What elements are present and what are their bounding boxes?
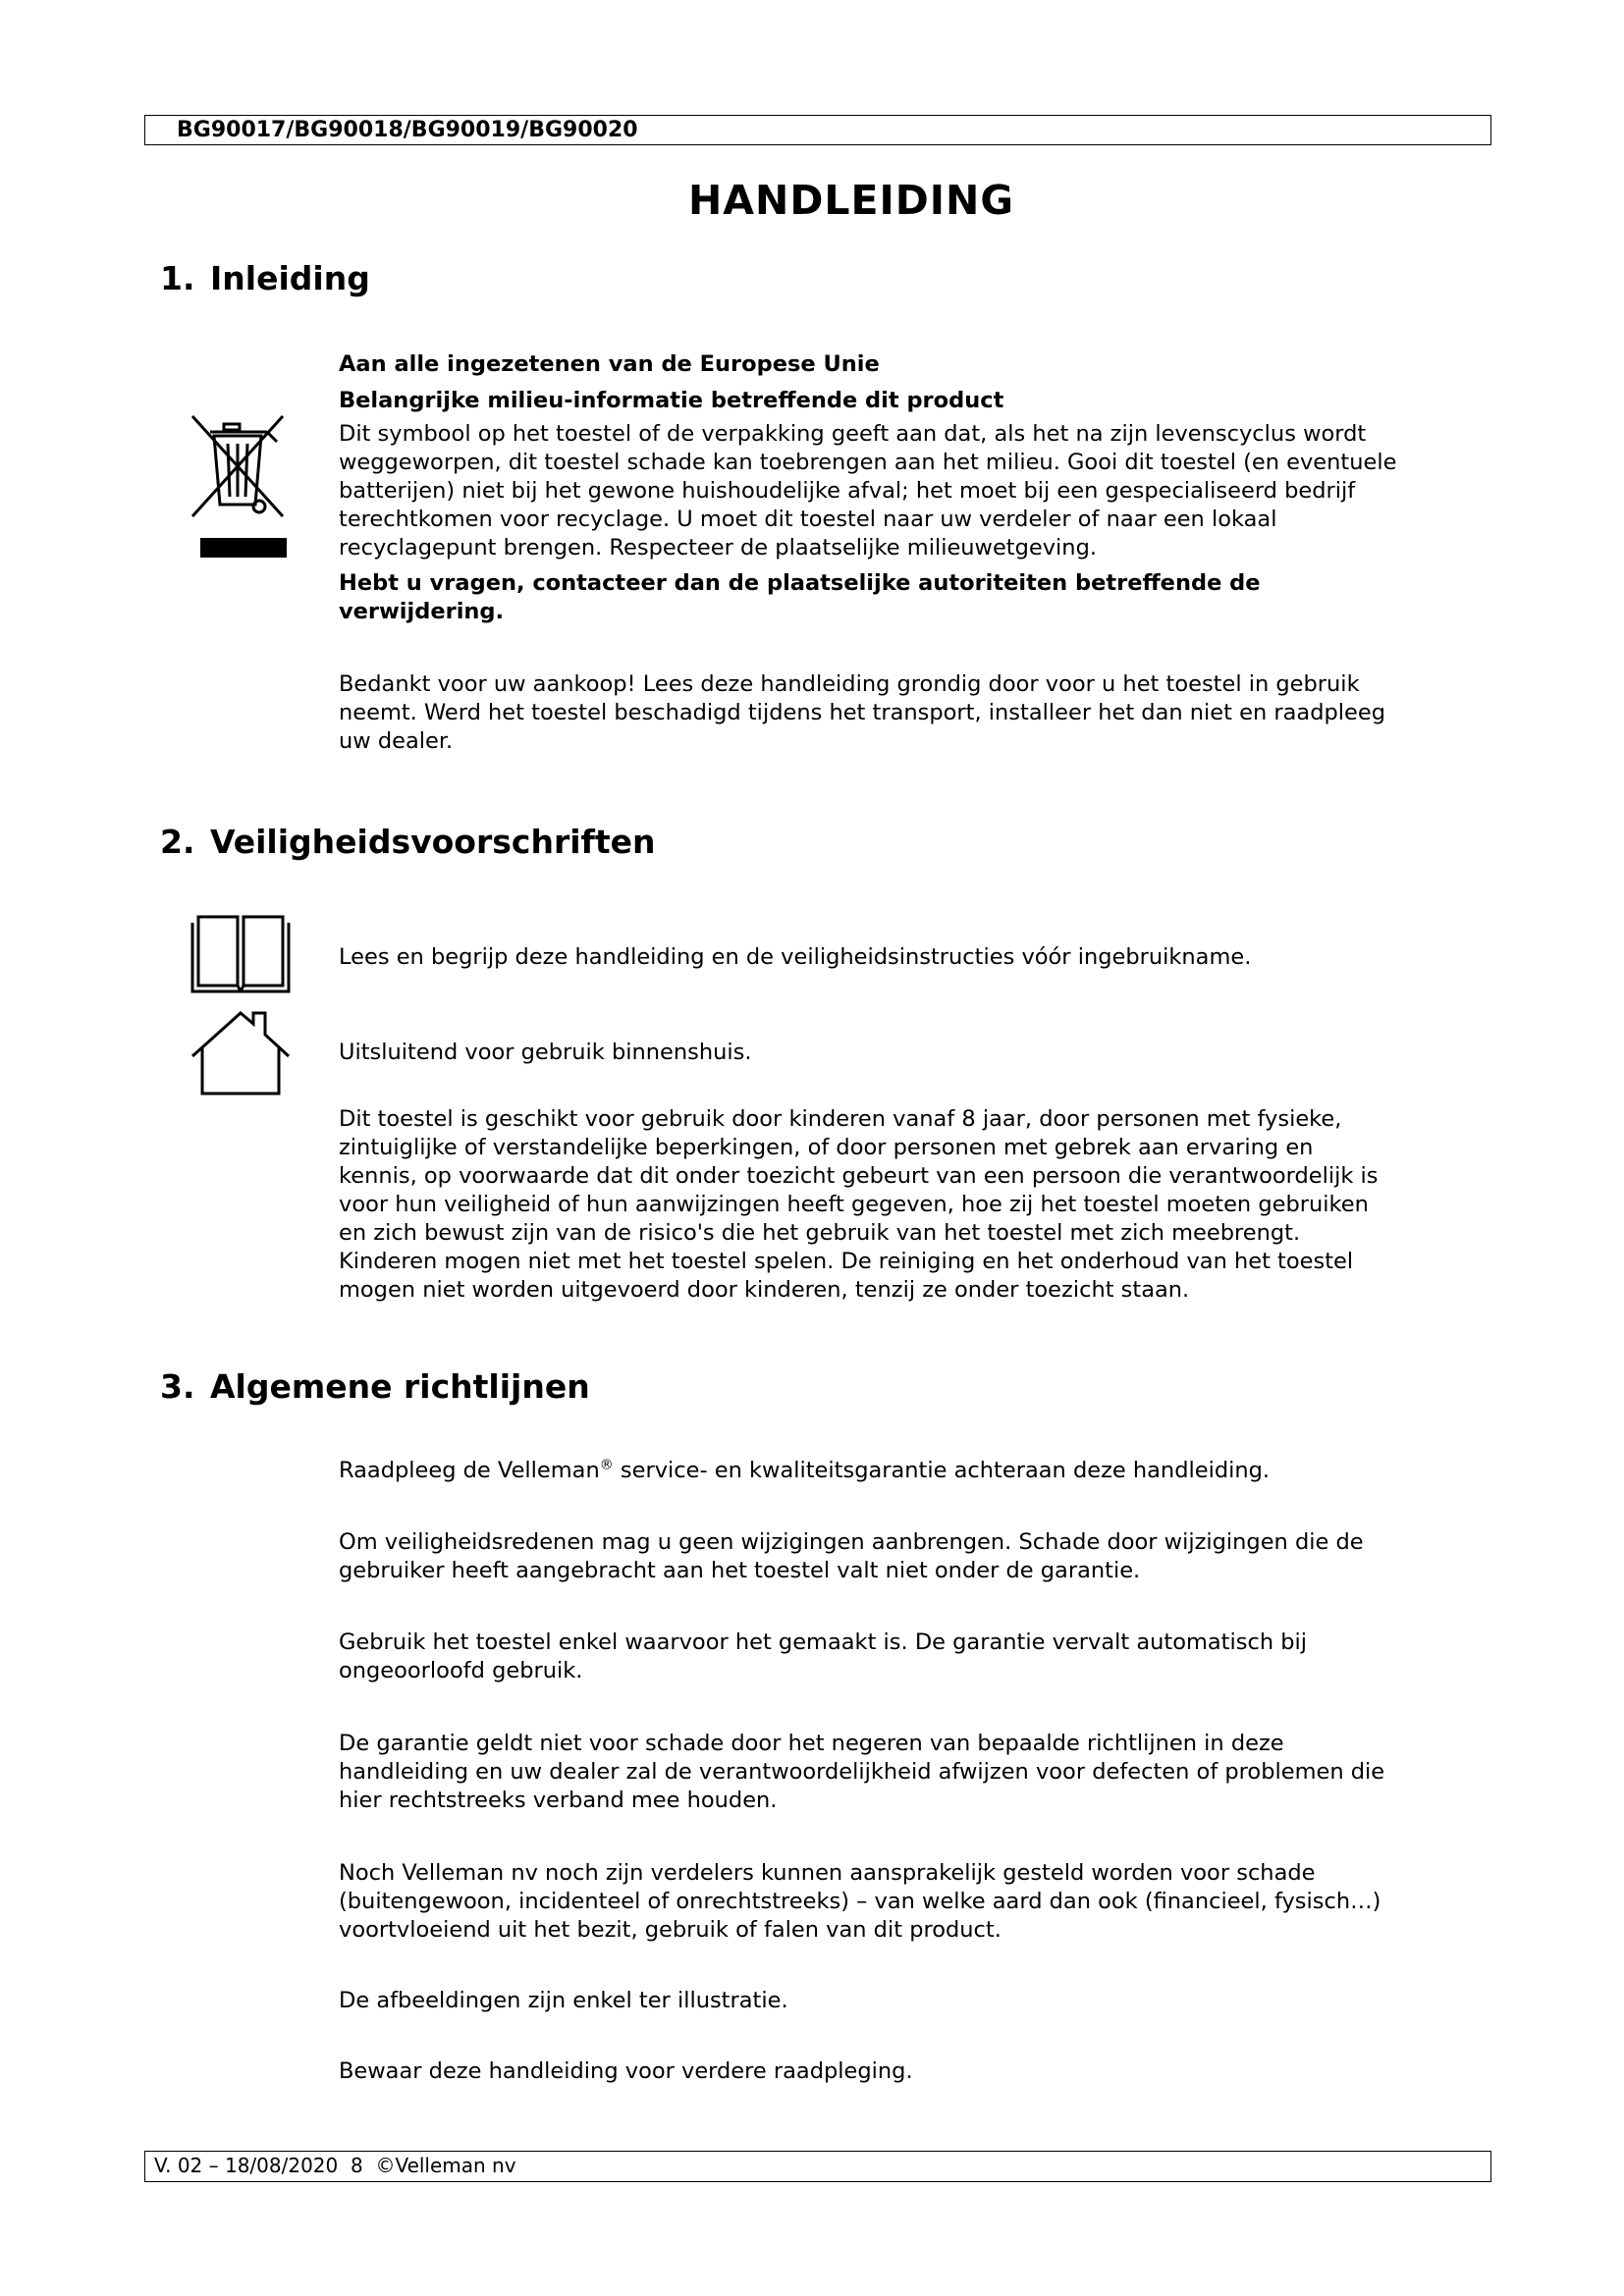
section-number: 2. (160, 823, 195, 861)
thanks-paragraph (339, 670, 1468, 756)
text-line: Dit toestel is geschikt voor gebruik door kinderen vanaf 8 jaar, door personen met fysieke, (339, 1106, 1342, 1132)
text-line: zintuiglijke of verstandelijke beperkingen, of door personen met gebrek aan ervaring en (339, 1135, 1314, 1160)
weee-title: Aan alle ingezetenen van de Europese Unie (339, 351, 880, 377)
section-title: Inleiding (210, 259, 370, 297)
section-heading-algemene-richtlijnen (160, 1367, 590, 1406)
weee-paragraph (339, 420, 1468, 562)
text-line: Dit symbool op het toestel of de verpakking geeft aan dat, als het na zijn levenscyclus wordt (339, 421, 1367, 447)
page-title: HANDLEIDING (687, 177, 1015, 224)
text-line: terechtkomen voor recyclage. U moet dit toestel naar uw verdeler of naar een lokaal (339, 507, 1277, 532)
keep-manual-note: Bewaar deze handleiding voor verdere raadpleging. (339, 2058, 913, 2084)
text-line: gebruiker heeft aangebracht aan het toestel valt niet onder de garantie. (339, 1558, 1141, 1583)
registered-mark: ® (599, 1457, 614, 1473)
section-heading-inleiding (160, 259, 370, 297)
weee-subtitle: Belangrijke milieu-informatie betreffende dit product (339, 388, 1004, 413)
text-fragment: Raadpleeg de Velleman (339, 1458, 600, 1483)
text-line: hier rechtstreeks verband mee houden. (339, 1788, 778, 1813)
text-fragment: service- en kwaliteitsgarantie achteraan deze handleiding. (613, 1458, 1271, 1483)
text-line: voortvloeiend uit het bezit, gebruik of falen van dit product. (339, 1917, 1001, 1943)
text-line: verwijdering. (339, 599, 505, 624)
questions-paragraph (339, 569, 1468, 626)
text-line: weggeworpen, dit toestel schade kan toebrengen aan het milieu. Gooi dit toestel (en eventuele (339, 450, 1397, 475)
document-footer (144, 2151, 1491, 2182)
text-line: ongeoorloofd gebruik. (339, 1658, 583, 1683)
footer-page-number: 8 (350, 2154, 363, 2177)
footer-version: V. 02 – 18/08/2020 (154, 2154, 339, 2177)
text-line: neemt. Werd het toestel beschadigd tijdens het transport, installeer het dan niet en raadpleeg (339, 700, 1385, 725)
modifications-paragraph (339, 1528, 1468, 1585)
children-paragraph (339, 1105, 1468, 1305)
text-line: mogen niet worden uitgevoerd door kinderen, tenzij ze onder toezicht staan. (339, 1277, 1190, 1303)
warranty-exclusion-paragraph (339, 1730, 1468, 1815)
text-line: Noch Velleman nv noch zijn verdelers kunnen aansprakelijk gesteld worden voor schade (339, 1860, 1316, 1886)
text-line: voor hun veiligheid of hun aanwijzingen heeft gegeven, hoe zij het toestel moeten gebruiken (339, 1192, 1369, 1217)
document-header (144, 115, 1491, 145)
read-manual-text: Lees en begrijp deze handleiding en de veiligheidsinstructies vóór ingebruikname. (339, 944, 1252, 970)
section-number: 3. (160, 1367, 195, 1406)
text-line: De garantie geldt niet voor schade door het negeren van bepaalde richtlijnen in deze (339, 1731, 1284, 1756)
text-line: Gebruik het toestel enkel waarvoor het gemaakt is. De garantie vervalt automatisch bij (339, 1629, 1308, 1655)
text-line: uw dealer. (339, 728, 454, 754)
text-line: batterijen) niet bij het gewone huishoudelijke afval; het moet bij een gespecialiseerd bedrijf (339, 478, 1356, 504)
text-line: Om veiligheidsredenen mag u geen wijzigingen aanbrengen. Schade door wijzigingen die de (339, 1529, 1364, 1555)
text-line: handleiding en uw dealer zal de verantwoordelijkheid afwijzen voor defecten of problemen die (339, 1759, 1385, 1785)
indoor-only-text: Uitsluitend voor gebruik binnenshuis. (339, 1040, 752, 1065)
text-line: en zich bewust zijn van de risico's die het gebruik van het toestel met zich meebrengt. (339, 1220, 1301, 1246)
intended-use-paragraph (339, 1629, 1468, 1685)
text-line: Kinderen mogen niet met het toestel spelen. De reiniging en het onderhoud van het toestel (339, 1249, 1354, 1274)
section-title: Veiligheidsvoorschriften (210, 823, 656, 861)
section-heading-veiligheidsvoorschriften (160, 823, 656, 861)
weee-bin-icon (187, 410, 297, 561)
text-line: Bedankt voor uw aankoop! Lees deze handleiding grondig door voor u het toestel in gebruik (339, 671, 1360, 697)
illustration-note: De afbeeldingen zijn enkel ter illustratie. (339, 1988, 788, 2013)
read-manual-book-icon (189, 913, 293, 995)
model-numbers: BG90017/BG90018/BG90019/BG90020 (177, 118, 638, 142)
text-line: (buitengewoon, incidenteel of onrechtstreeks) – van welke aard dan ook (financieel, fysisch…) (339, 1889, 1381, 1914)
section-number: 1. (160, 259, 195, 297)
velleman-guarantee-paragraph (339, 1457, 1468, 1485)
text-line: recyclagepunt brengen. Respecteer de plaatselijke milieuwetgeving. (339, 535, 1097, 561)
text-line: Hebt u vragen, contacteer dan de plaatselijke autoriteiten betreffende de (339, 570, 1261, 596)
liability-paragraph (339, 1859, 1468, 1945)
section-title: Algemene richtlijnen (210, 1367, 590, 1406)
indoor-house-icon (189, 1007, 293, 1097)
footer-copyright: ©Velleman nv (375, 2154, 516, 2177)
text-line: kennis, op voorwaarde dat dit onder toezicht gebeurt van een persoon die verantwoordelijk is (339, 1163, 1379, 1189)
